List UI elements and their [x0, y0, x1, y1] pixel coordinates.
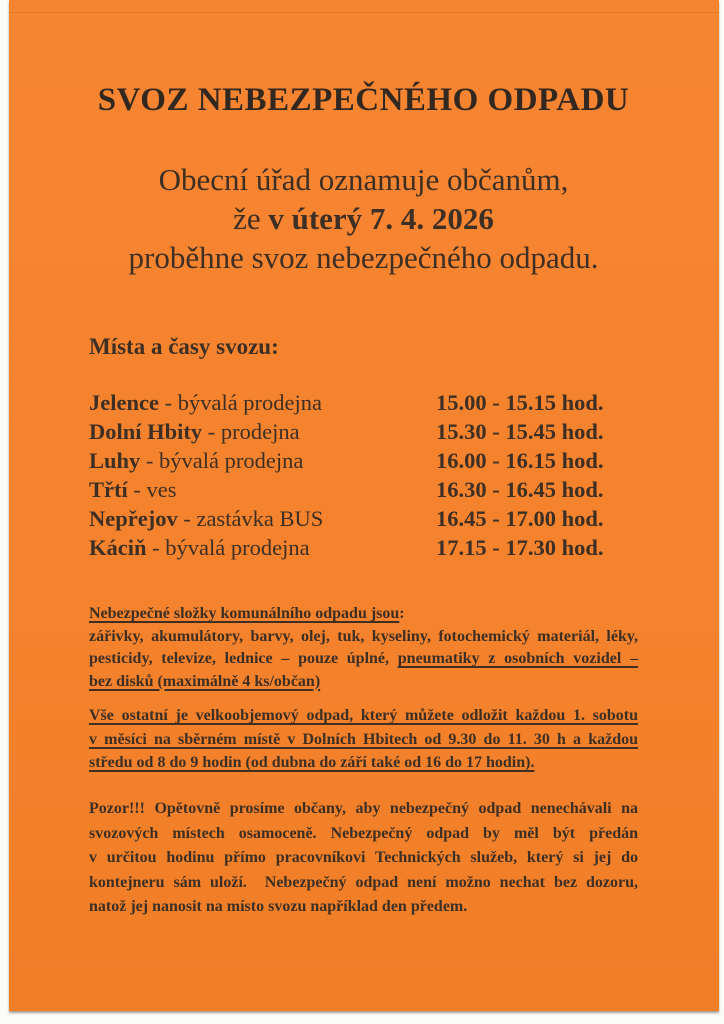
- hazard-disks-note: bez disků (maximálně 4 ks/občan): [89, 672, 321, 690]
- place-name: Luhy: [89, 448, 141, 473]
- pickup-time: 15.00 - 15.15 hod.: [436, 390, 604, 415]
- place-name: Dolní Hbity: [89, 419, 203, 444]
- schedule-list: [89, 390, 638, 564]
- bulky-line-2: [89, 728, 638, 752]
- bulky-line-2-text: v měsíci na sběrném místě v Dolních Hbitech od 9.30 do 11. 30 h a každou: [89, 730, 638, 748]
- schedule-row: [89, 419, 638, 448]
- schedule-row: [89, 535, 638, 564]
- poster-title: SVOZ NEBEZPEČNÉHO ODPADU: [97, 82, 630, 118]
- hazard-heading: [89, 603, 638, 626]
- pickup-time: 15.30 - 15.45 hod.: [436, 419, 604, 444]
- warning-line-3: v určitou hodinu přímo pracovníkovi Technických služeb, který si jej do: [89, 849, 638, 866]
- pickup-time: 16.45 - 17.00 hod.: [436, 506, 604, 531]
- place-descriptor: - bývalá prodejna: [140, 448, 304, 473]
- intro-line-2: [89, 199, 638, 238]
- bulky-line-1: [89, 704, 638, 728]
- hazard-items-line-3: [89, 671, 638, 694]
- place-descriptor: - ves: [127, 477, 177, 502]
- poster-paper: [9, 0, 719, 1011]
- place-descriptor: - bývalá prodejna: [158, 390, 323, 415]
- place-descriptor: - bývalá prodejna: [146, 535, 310, 560]
- hazard-items-line-2-plain: pesticidy, televize, lednice – pouze úplné,: [89, 650, 398, 667]
- intro-line-3: proběhne svoz nebezpečného odpadu.: [128, 240, 599, 275]
- pickup-time: 16.00 - 16.15 hod.: [436, 448, 604, 473]
- hazard-tires-note: pneumatiky z osobních vozidel –: [397, 650, 639, 667]
- pickup-time: 17.15 - 17.30 hod.: [436, 535, 604, 560]
- pickup-time: 16.30 - 16.45 hod.: [436, 477, 604, 502]
- intro-date: v úterý 7. 4. 2026: [268, 201, 494, 236]
- hazard-heading-underlined: Nebezpečné složky komunálního odpadu jsou: [89, 605, 400, 622]
- hazard-items-line-1: zářivky, akumulátory, barvy, olej, tuk, kyseliny, fotochemický materiál, léky,: [89, 627, 638, 645]
- schedule-row: [89, 506, 638, 535]
- place-name: Nepřejov: [89, 506, 178, 531]
- bulky-line-3-text: středu od 8 do 9 hodin (od dubna do září také od 16 do 17 hodin).: [89, 754, 535, 771]
- schedule-heading: Místa a časy svozu:: [89, 334, 279, 359]
- poster-content: [89, 0, 638, 1011]
- intro-line-2-regular: že: [233, 201, 269, 236]
- place-descriptor: - zastávka BUS: [177, 506, 324, 531]
- schedule-row: [89, 390, 638, 419]
- hazard-items-line-2: [89, 648, 638, 671]
- warning-line-4: kontejneru sám uloží. Nebezpečný odpad není možno nechat bez dozoru,: [89, 873, 638, 891]
- bulky-line-1-text: Vše ostatní je velkoobjemový odpad, který můžete odložit každou 1. sobotu: [89, 707, 638, 724]
- bulky-waste-section: [89, 704, 638, 775]
- warning-paragraph: [89, 797, 638, 920]
- place-descriptor: - prodejna: [202, 419, 300, 444]
- warning-line-2: svozových místech osamoceně. Nebezpečný odpad by měl být předán: [89, 824, 638, 842]
- hazard-heading-colon: :: [399, 605, 405, 622]
- place-name: Třtí: [89, 477, 128, 502]
- schedule-row: [89, 448, 638, 477]
- intro-line-1: Obecní úřad oznamuje občanům,: [158, 162, 569, 197]
- place-name: Káciň: [89, 535, 147, 560]
- warning-line-5: natož jej nanosit na místo svozu například den předem.: [89, 898, 468, 915]
- hazard-components-section: [89, 603, 638, 693]
- schedule-row: [89, 477, 638, 506]
- bulky-line-3: [89, 751, 638, 775]
- place-name: Jelence: [89, 390, 159, 415]
- warning-line-1: Pozor!!! Opětovně prosíme občany, aby nebezpečný odpad nenechávali na: [89, 800, 638, 817]
- intro-paragraph: [89, 160, 638, 277]
